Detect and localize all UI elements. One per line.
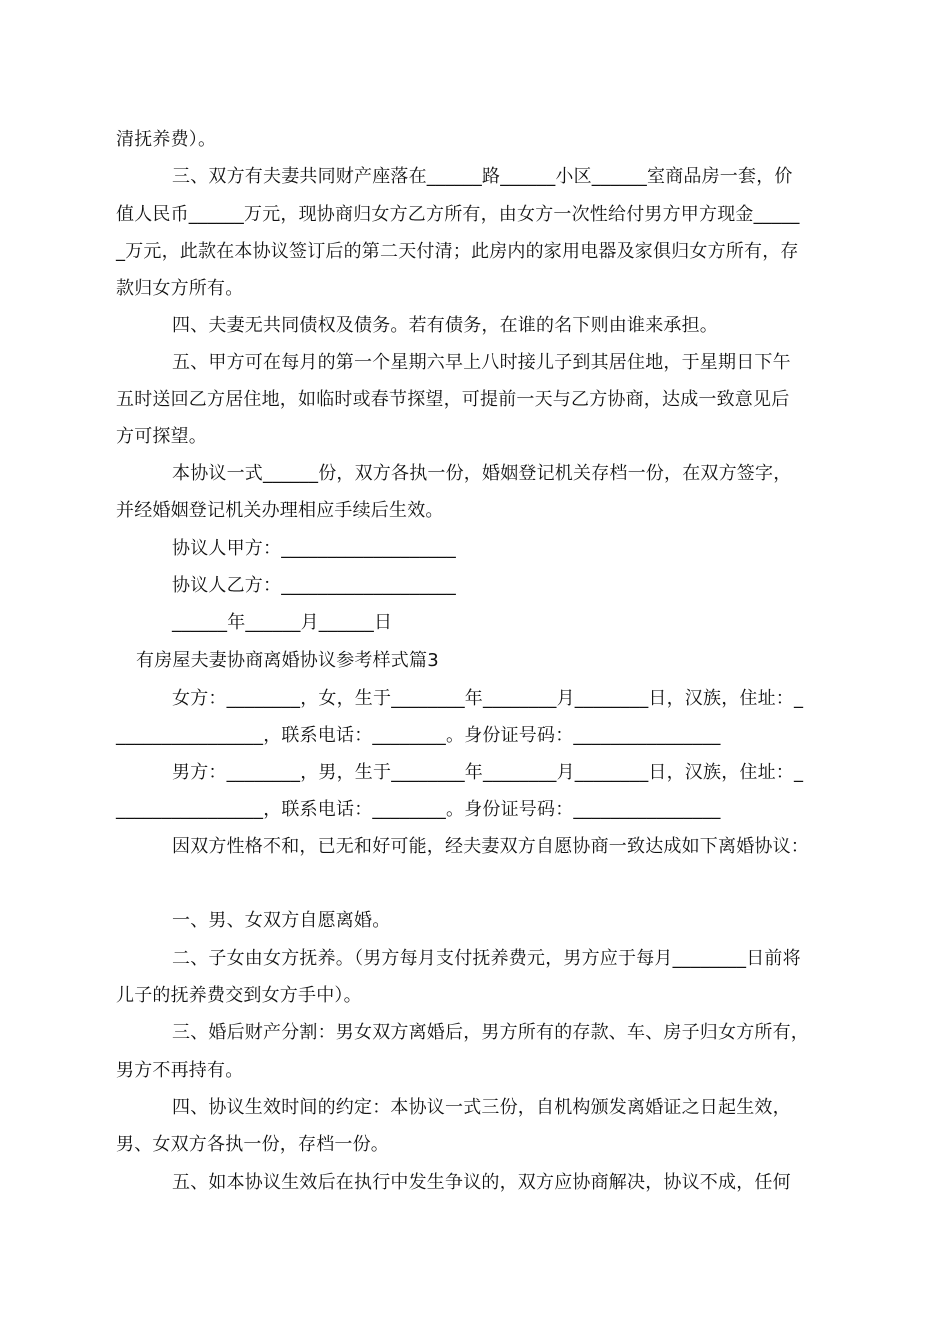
divorce-clause-four: 四、协议生效时间的约定：本协议一式三份，自机构颁发离婚证之日起生效， (172, 1097, 791, 1118)
text-line: 五时送回乙方居住地，如临时或春节探望，可提前一天与乙方协商，达成一致意见后 (116, 389, 790, 410)
signature-party-b: 协议人乙方：___________________ (172, 575, 456, 596)
text-line: 男方不再持有。 (116, 1060, 244, 1081)
text-line: 方可探望。 (116, 426, 207, 447)
text-line: ________________，联系电话：________。身份证号码：________________ (116, 799, 721, 820)
divorce-clause-two: 二、子女由女方抚养。（男方每月支付抚养费元，男方应于每月________日前将 (172, 948, 801, 969)
female-party-line: 女方：________，女，生于________年________月________日，汉族，住址：_ (172, 688, 804, 709)
divorce-clause-three: 三、婚后财产分割：男女双方离婚后，男方所有的存款、车、房子归女方所有， (172, 1022, 809, 1043)
text-line: _万元，此款在本协议签订后的第二天付清；此房内的家用电器及家俱归女方所有，存 (116, 241, 799, 262)
divorce-clause-one: 一、男、女双方自愿离婚。 (172, 910, 391, 931)
clause-four-line: 四、夫妻无共同债权及债务。若有债务，在谁的名下则由谁来承担。 (172, 315, 718, 336)
date-line: ______年______月______日 (172, 612, 393, 633)
text-line: 值人民币______万元，现协商归女方乙方所有，由女方一次性给付男方甲方现金_____ (116, 204, 800, 225)
text-line: 款归女方所有。 (116, 278, 244, 299)
text-line: 男、女双方各执一份，存档一份。 (116, 1134, 389, 1155)
male-party-line: 男方：________，男，生于________年________月________日，汉族，住址：_ (172, 762, 804, 783)
divorce-clause-five: 五、如本协议生效后在执行中发生争议的，双方应协商解决，协议不成，任何 (172, 1172, 791, 1193)
clause-three-line: 三、双方有夫妻共同财产座落在______路______小区______室商品房一套，价 (172, 166, 793, 187)
clause-five-line: 五、甲方可在每月的第一个星期六早上八时接儿子到其居住地，于星期日下午 (172, 352, 791, 373)
text-line: 儿子的抚养费交到女方手中）。 (116, 985, 362, 1006)
copies-line: 本协议一式______份，双方各执一份，婚姻登记机关存档一份，在双方签字， (172, 463, 792, 484)
text-line: 并经婚姻登记机关办理相应手续后生效。 (116, 500, 444, 521)
agreement-intro: 因双方性格不和，已无和好可能，经夫妻双方自愿协商一致达成如下离婚协议： (172, 836, 809, 857)
section-title: 有房屋夫妻协商离婚协议参考样式篇3 (136, 650, 439, 671)
text-line: ________________，联系电话：________。身份证号码：________________ (116, 725, 721, 746)
text-line: 清抚养费）。 (116, 129, 217, 150)
signature-party-a: 协议人甲方：___________________ (172, 538, 456, 559)
